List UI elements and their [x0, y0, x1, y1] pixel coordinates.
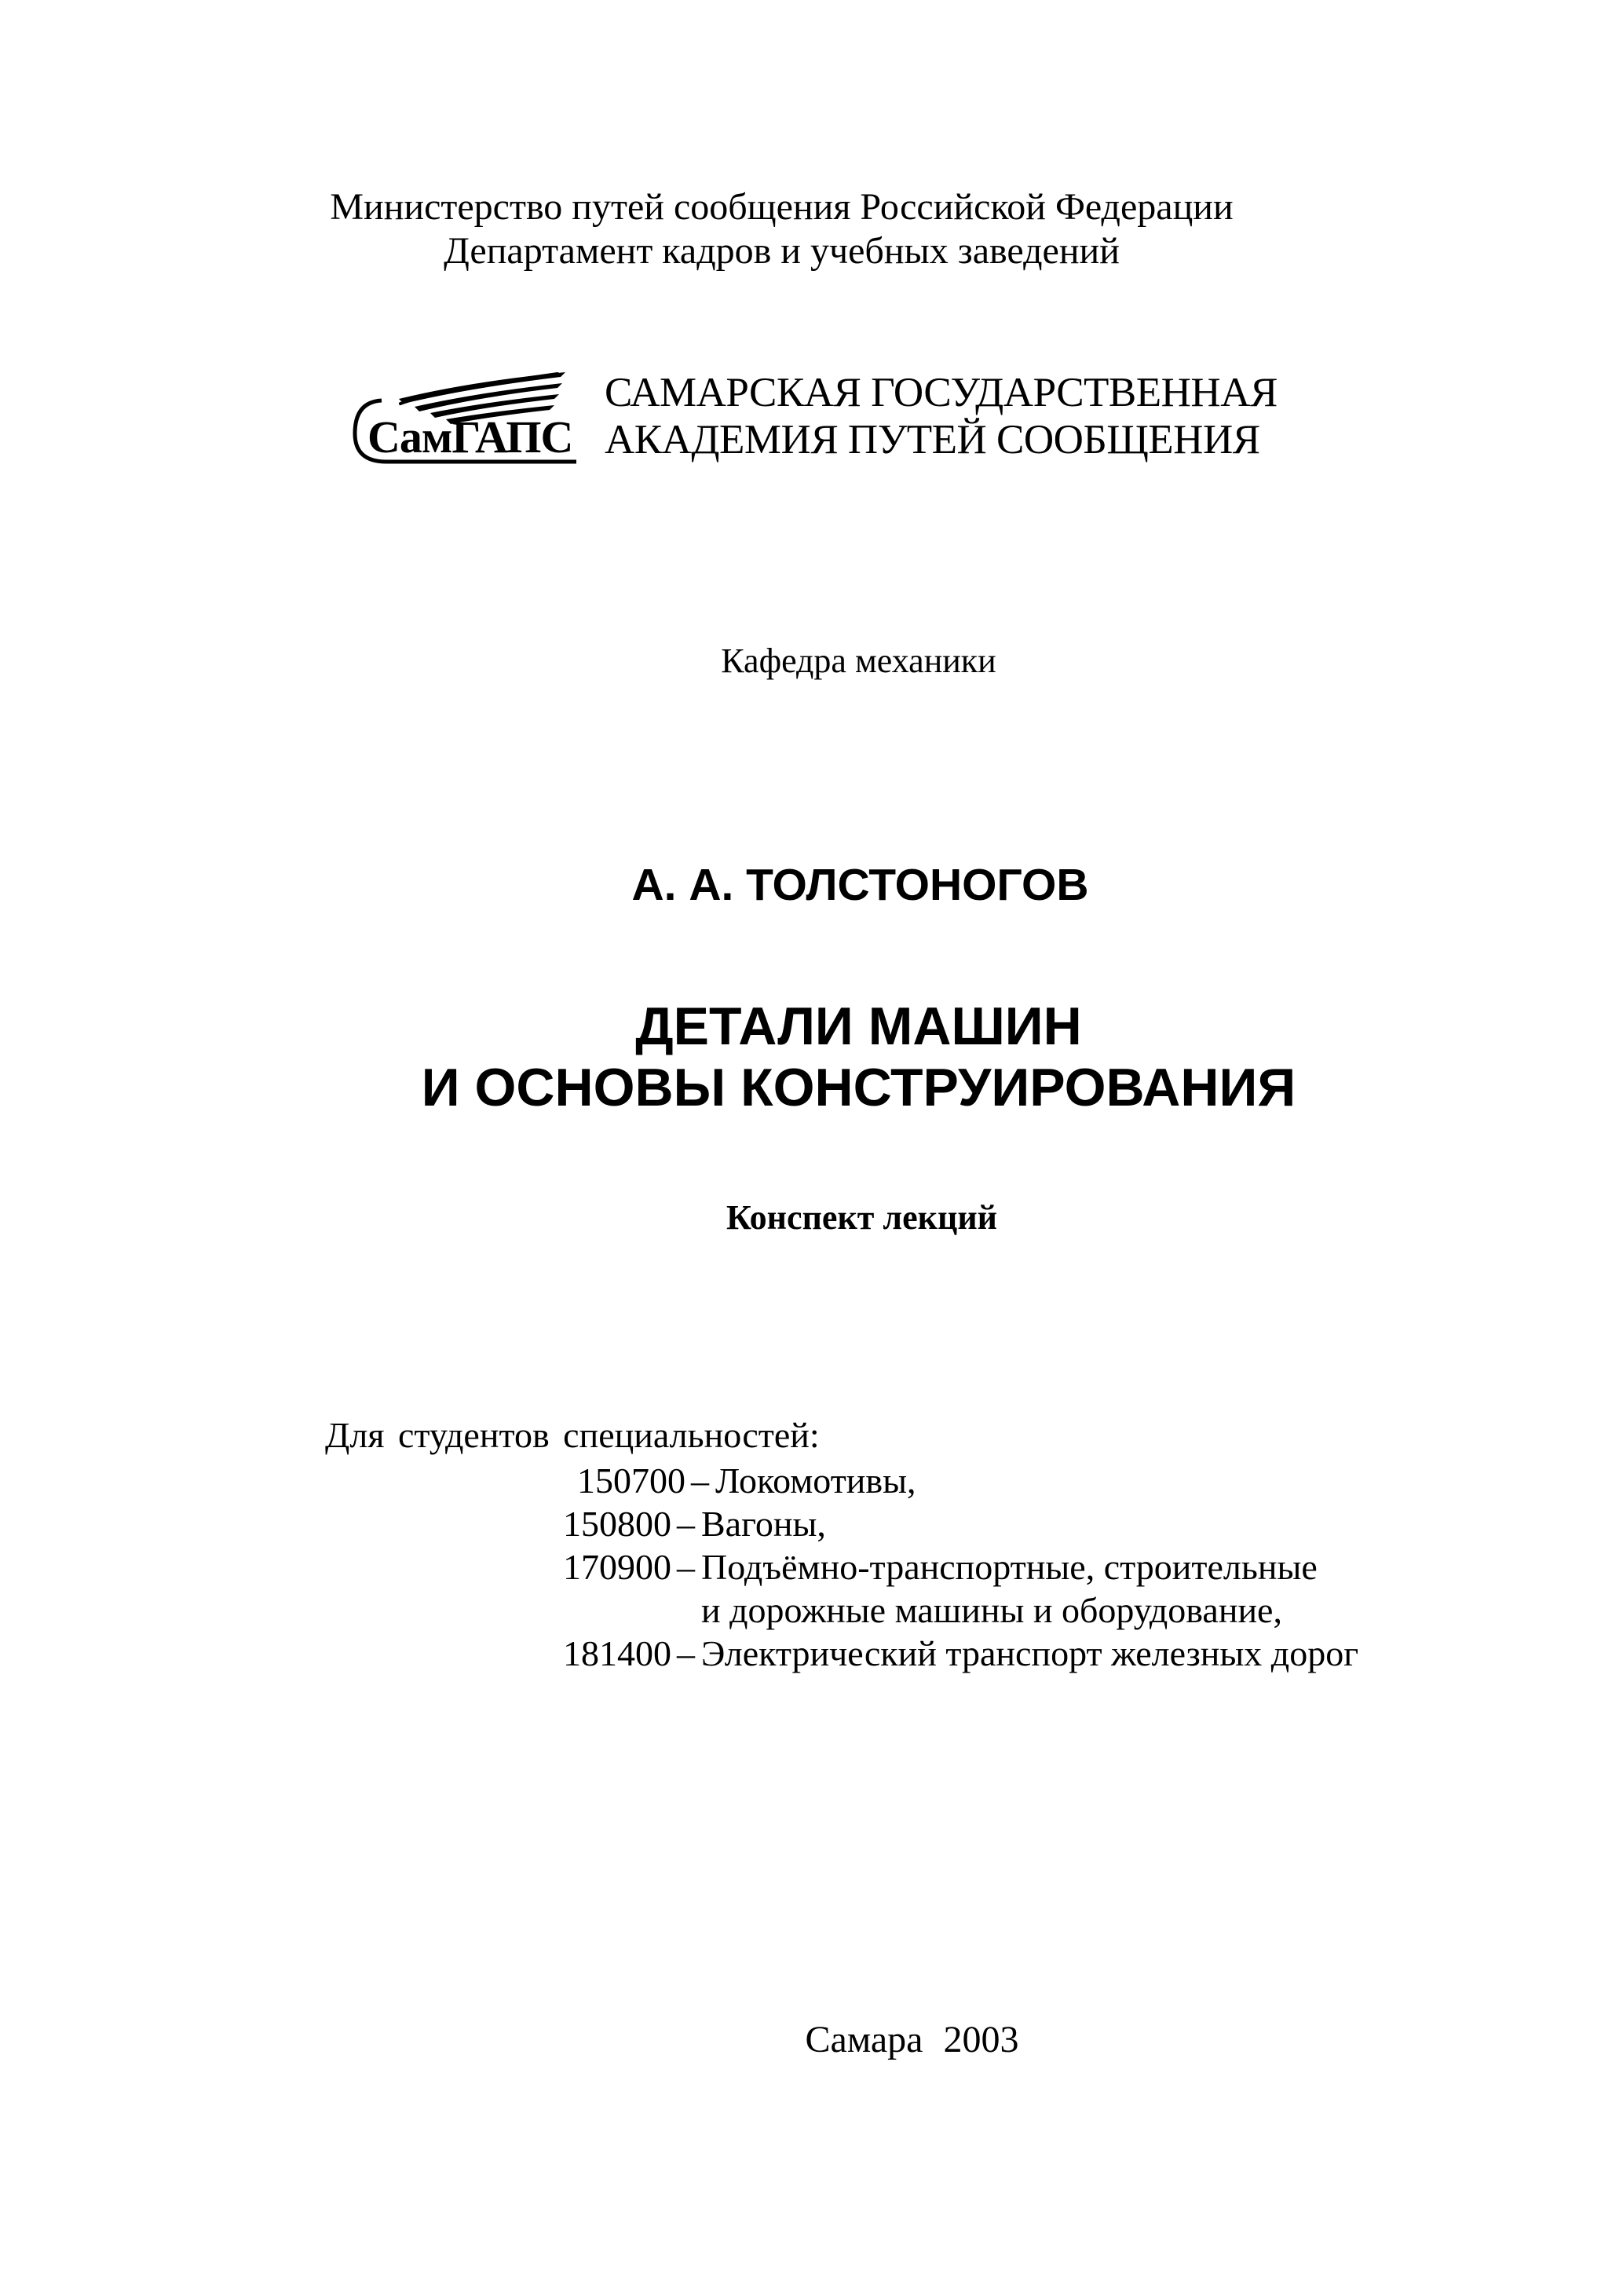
specialty-row — [0, 1545, 1623, 1589]
specialties-list — [0, 1459, 1623, 1675]
specialty-dash: – — [677, 1547, 695, 1587]
specialty-name: Электрический транспорт железных дорог — [701, 1633, 1359, 1673]
department-name: Кафедра механики — [721, 642, 996, 680]
academy-name — [605, 369, 1278, 463]
specialty-row — [0, 1632, 1623, 1675]
academy-name-line2: АКАДЕМИЯ ПУТЕЙ СООБЩЕНИЯ — [605, 417, 1260, 462]
specialty-dash: – — [691, 1461, 709, 1501]
publication-city: Самара — [805, 2019, 923, 2060]
specialty-name: Вагоны, — [701, 1504, 826, 1544]
audience-intro: Для студентов специальностей: — [325, 1415, 820, 1455]
book-title-line2: И ОСНОВЫ КОНСТРУИРОВАНИЯ — [421, 1058, 1296, 1117]
specialty-code: 150700 — [577, 1461, 685, 1501]
samgaps-logo — [352, 371, 579, 466]
specialty-dash: – — [677, 1504, 695, 1544]
book-subtitle: Конспект лекций — [726, 1198, 998, 1237]
logo-text: СамГАПС — [367, 411, 573, 462]
publication-place-year — [101, 2018, 1623, 2062]
specialty-dash: – — [677, 1633, 695, 1673]
department-of-personnel: Департамент кадров и учебных заведений — [444, 230, 1120, 272]
specialty-name: Локомотивы, — [715, 1461, 916, 1501]
specialty-row — [0, 1459, 1623, 1502]
book-title-line1: ДЕТАЛИ МАШИН — [635, 996, 1082, 1056]
academy-name-line1: САМАРСКАЯ ГОСУДАРСТВЕННАЯ — [605, 370, 1278, 415]
specialty-code: 181400 — [563, 1633, 671, 1673]
specialty-row — [0, 1502, 1623, 1545]
specialty-code: 150800 — [563, 1504, 671, 1544]
publication-year: 2003 — [943, 2019, 1019, 2060]
author-name: А. А. ТОЛСТОНОГОВ — [631, 860, 1089, 910]
book-title — [47, 996, 1623, 1118]
specialty-name: Подъёмно-транспортные, строительные — [701, 1547, 1318, 1587]
specialty-row-continuation — [0, 1589, 1623, 1632]
ministry-name: Министерство путей сообщения Российской Федерации — [330, 186, 1234, 228]
specialty-name-continued: и дорожные машины и оборудование, — [701, 1590, 1282, 1630]
specialty-code: 170900 — [563, 1547, 671, 1587]
ministry-header — [0, 185, 1593, 273]
